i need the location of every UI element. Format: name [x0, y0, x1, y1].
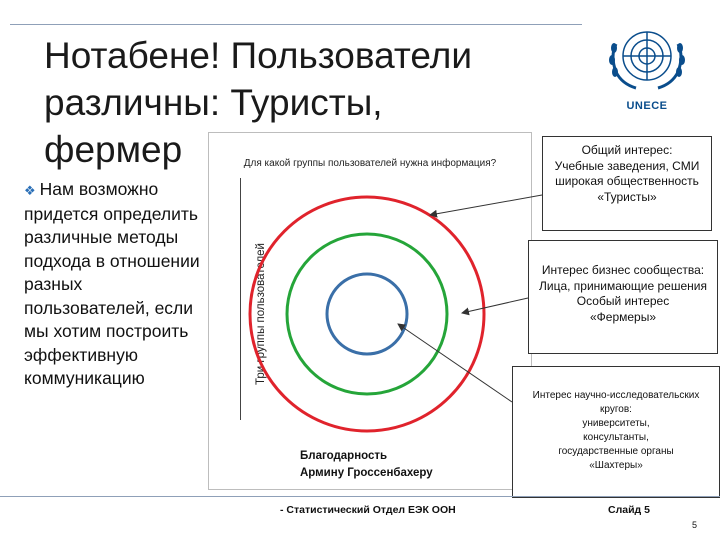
logo-text: UNECE — [626, 100, 668, 112]
callout-line: Общий интерес: — [581, 143, 673, 157]
inner-circle-miners — [327, 274, 407, 354]
page-number: 5 — [692, 520, 698, 530]
thanks-line-2: Армину Гроссенбахеру — [300, 467, 433, 479]
callout-line: консультанты, — [583, 432, 649, 443]
callout-line: «Шахтеры» — [589, 460, 643, 471]
callout-farmers — [528, 240, 718, 354]
callout-line: государственные органы — [558, 446, 674, 457]
callout-line: университеты, — [582, 418, 650, 429]
outer-circle-tourists — [250, 197, 484, 431]
thanks-line-1: Благодарность — [300, 450, 388, 462]
callout-line: «Туристы» — [597, 189, 657, 204]
callout-line: кругов: — [600, 404, 632, 415]
callout-line: Учебные заведения, СМИ — [554, 158, 700, 173]
bullet-diamond-icon: ❖ — [24, 183, 36, 198]
callout-line: Особый интерес — [576, 294, 670, 308]
callout-line: Интерес научно-исследовательских — [532, 390, 700, 401]
callout-miners — [512, 366, 720, 498]
vertical-label: Три группы пользователей — [255, 243, 267, 385]
un-emblem-icon — [602, 18, 692, 100]
bullet-text: Нам возможно придется определить различные методы подхода в отношении разных пользователей, если мы хотим построить эффективную коммуникацию — [24, 179, 200, 388]
title-top-rule — [10, 24, 582, 25]
callout-line: Лица, принимающие решения — [539, 278, 707, 293]
slide-title: Нотабене! Пользователи различны: Туристы, фермер — [44, 35, 473, 170]
concentric-circles — [240, 172, 530, 482]
callout-tourists — [542, 136, 712, 231]
slide-number-label: Слайд 5 — [608, 504, 650, 516]
panel-question: Для какой группы пользователей нужна информация? — [243, 158, 497, 169]
footer-rule — [0, 496, 720, 497]
acknowledgement — [300, 448, 500, 482]
callout-line: «Фермеры» — [589, 309, 657, 324]
callout-line: Интерес бизнес сообщества: — [541, 263, 705, 277]
unece-logo — [602, 18, 692, 116]
callout-line: широкая общественность — [555, 174, 699, 188]
footer-source: - Статистический Отдел ЕЭК ООН — [280, 504, 456, 516]
bullet-paragraph — [24, 178, 204, 391]
middle-circle-farmers — [287, 234, 447, 394]
